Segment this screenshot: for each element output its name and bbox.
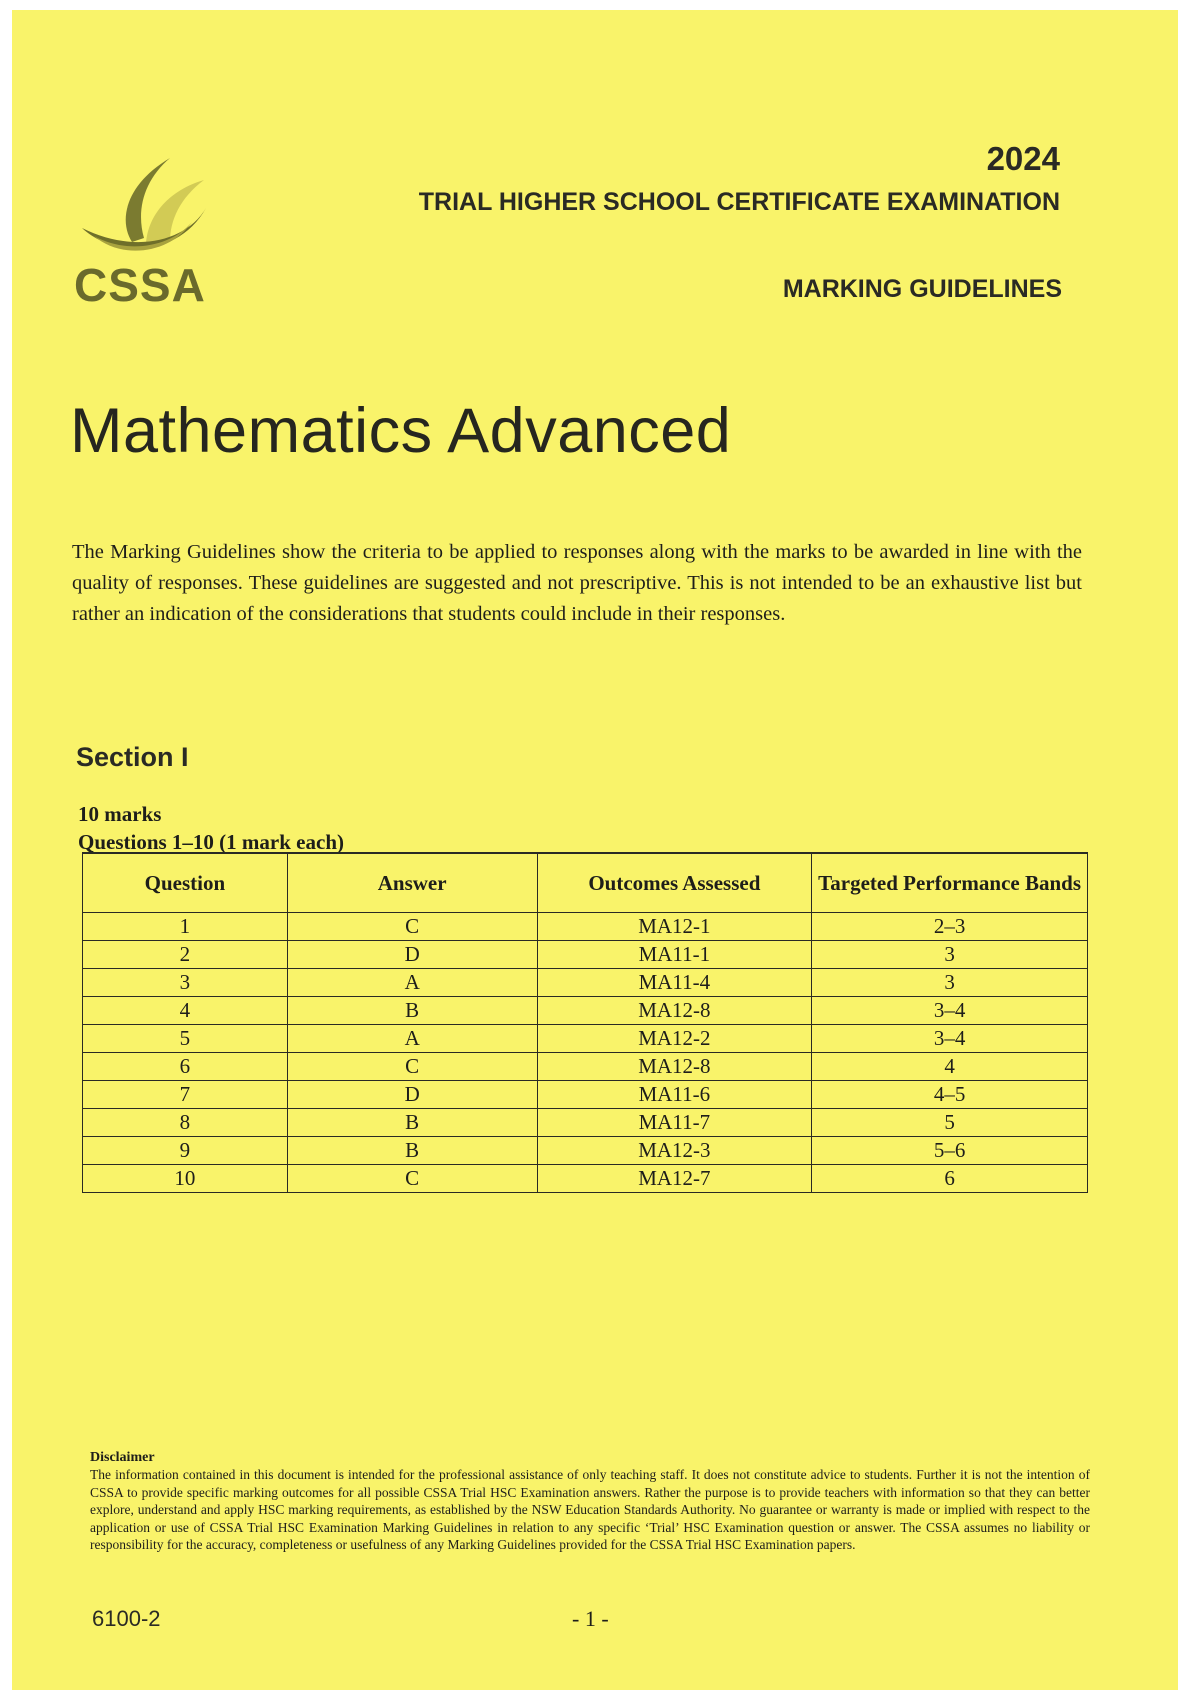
cell-band: 4–5 xyxy=(812,1081,1088,1109)
questions-range: Questions 1–10 (1 mark each) xyxy=(78,830,344,854)
logo-text: CSSA xyxy=(74,259,206,311)
cell-band: 2–3 xyxy=(812,913,1088,941)
answers-table xyxy=(82,852,1088,1193)
document-code: 6100-2 xyxy=(92,1606,161,1631)
cell-question: 6 xyxy=(83,1053,288,1081)
document-type: MARKING GUIDELINES xyxy=(782,275,1062,303)
cell-answer: D xyxy=(287,1081,537,1109)
cell-answer: A xyxy=(287,1025,537,1053)
table-row xyxy=(83,941,1088,969)
table-row xyxy=(83,1053,1088,1081)
cell-outcome: MA11-6 xyxy=(537,1081,812,1109)
cssa-logo xyxy=(74,150,224,310)
cell-outcome: MA12-1 xyxy=(537,913,812,941)
cell-band: 3 xyxy=(812,941,1088,969)
intro-paragraph: The Marking Guidelines show the criteria to be applied to responses along with the marks to be awarded in line with the quality of responses. These guidelines are suggested and not prescriptive. This is not intended to be an exhaustive list but rather an indication of the considerations that students could include in their responses. xyxy=(72,541,1082,625)
cell-answer: D xyxy=(287,941,537,969)
leaf-logo-icon xyxy=(74,150,224,260)
cell-band: 4 xyxy=(812,1053,1088,1081)
cell-band: 6 xyxy=(812,1165,1088,1193)
cell-answer: C xyxy=(287,1165,537,1193)
cell-outcome: MA11-1 xyxy=(537,941,812,969)
table-row xyxy=(83,969,1088,997)
cell-answer: B xyxy=(287,997,537,1025)
cell-outcome: MA12-8 xyxy=(537,1053,812,1081)
exam-title: TRIAL HIGHER SCHOOL CERTIFICATE EXAMINATION xyxy=(418,188,1060,216)
cell-band: 3–4 xyxy=(812,997,1088,1025)
cell-question: 7 xyxy=(83,1081,288,1109)
header-question: Question xyxy=(83,853,288,913)
disclaimer-heading: Disclaimer xyxy=(90,1450,155,1465)
cell-outcome: MA12-3 xyxy=(537,1137,812,1165)
document-page xyxy=(12,10,1178,1690)
table-row xyxy=(83,1137,1088,1165)
section-marks: 10 marks xyxy=(78,802,162,826)
table-row xyxy=(83,1025,1088,1053)
cell-band: 3 xyxy=(812,969,1088,997)
cell-question: 5 xyxy=(83,1025,288,1053)
table-row xyxy=(83,997,1088,1025)
cell-question: 4 xyxy=(83,997,288,1025)
table-row xyxy=(83,1081,1088,1109)
subject-title: Mathematics Advanced xyxy=(70,396,732,466)
cell-question: 3 xyxy=(83,969,288,997)
cell-answer: C xyxy=(287,913,537,941)
cell-answer: C xyxy=(287,1053,537,1081)
cell-question: 8 xyxy=(83,1109,288,1137)
cell-outcome: MA12-2 xyxy=(537,1025,812,1053)
cell-outcome: MA12-7 xyxy=(537,1165,812,1193)
cell-question: 9 xyxy=(83,1137,288,1165)
cell-band: 5–6 xyxy=(812,1137,1088,1165)
header-answer: Answer xyxy=(287,853,537,913)
cell-answer: B xyxy=(287,1137,537,1165)
cell-outcome: MA11-4 xyxy=(537,969,812,997)
cell-outcome: MA12-8 xyxy=(537,997,812,1025)
disclaimer-text: The information contained in this document is intended for the professional assistance of only teaching staff. It does not constitute advice to students. Further it is not the intention of CSSA to provide specific marking outcomes for all possible CSSA Trial HSC Examination answers. Rather the purpose is to provide teachers with information so that they can better explore, understand and apply HSC marking requirements, as established by the NSW Education Standards Authority. No guarantee or warranty is made or implied with respect to the application or use of CSSA Trial HSC Examination Marking Guidelines in relation to any specific ‘Trial’ HSC Examination question or answer. The CSSA assumes no liability or responsibility for the accuracy, completeness or usefulness of any Marking Guidelines provided for the CSSA Trial HSC Examination papers. xyxy=(90,1467,1090,1552)
cell-question: 2 xyxy=(83,941,288,969)
cell-outcome: MA11-7 xyxy=(537,1109,812,1137)
table-header-row xyxy=(83,853,1088,913)
section-heading: Section I xyxy=(76,742,189,772)
page-number: - 1 - xyxy=(572,1606,609,1631)
header-outcomes: Outcomes Assessed xyxy=(537,853,812,913)
cell-band: 3–4 xyxy=(812,1025,1088,1053)
table-row xyxy=(83,913,1088,941)
exam-year: 2024 xyxy=(986,140,1060,177)
cell-answer: A xyxy=(287,969,537,997)
cell-question: 10 xyxy=(83,1165,288,1193)
cell-question: 1 xyxy=(83,913,288,941)
cell-band: 5 xyxy=(812,1109,1088,1137)
cell-answer: B xyxy=(287,1109,537,1137)
header-bands: Targeted Performance Bands xyxy=(812,853,1088,913)
table-row xyxy=(83,1165,1088,1193)
table-row xyxy=(83,1109,1088,1137)
